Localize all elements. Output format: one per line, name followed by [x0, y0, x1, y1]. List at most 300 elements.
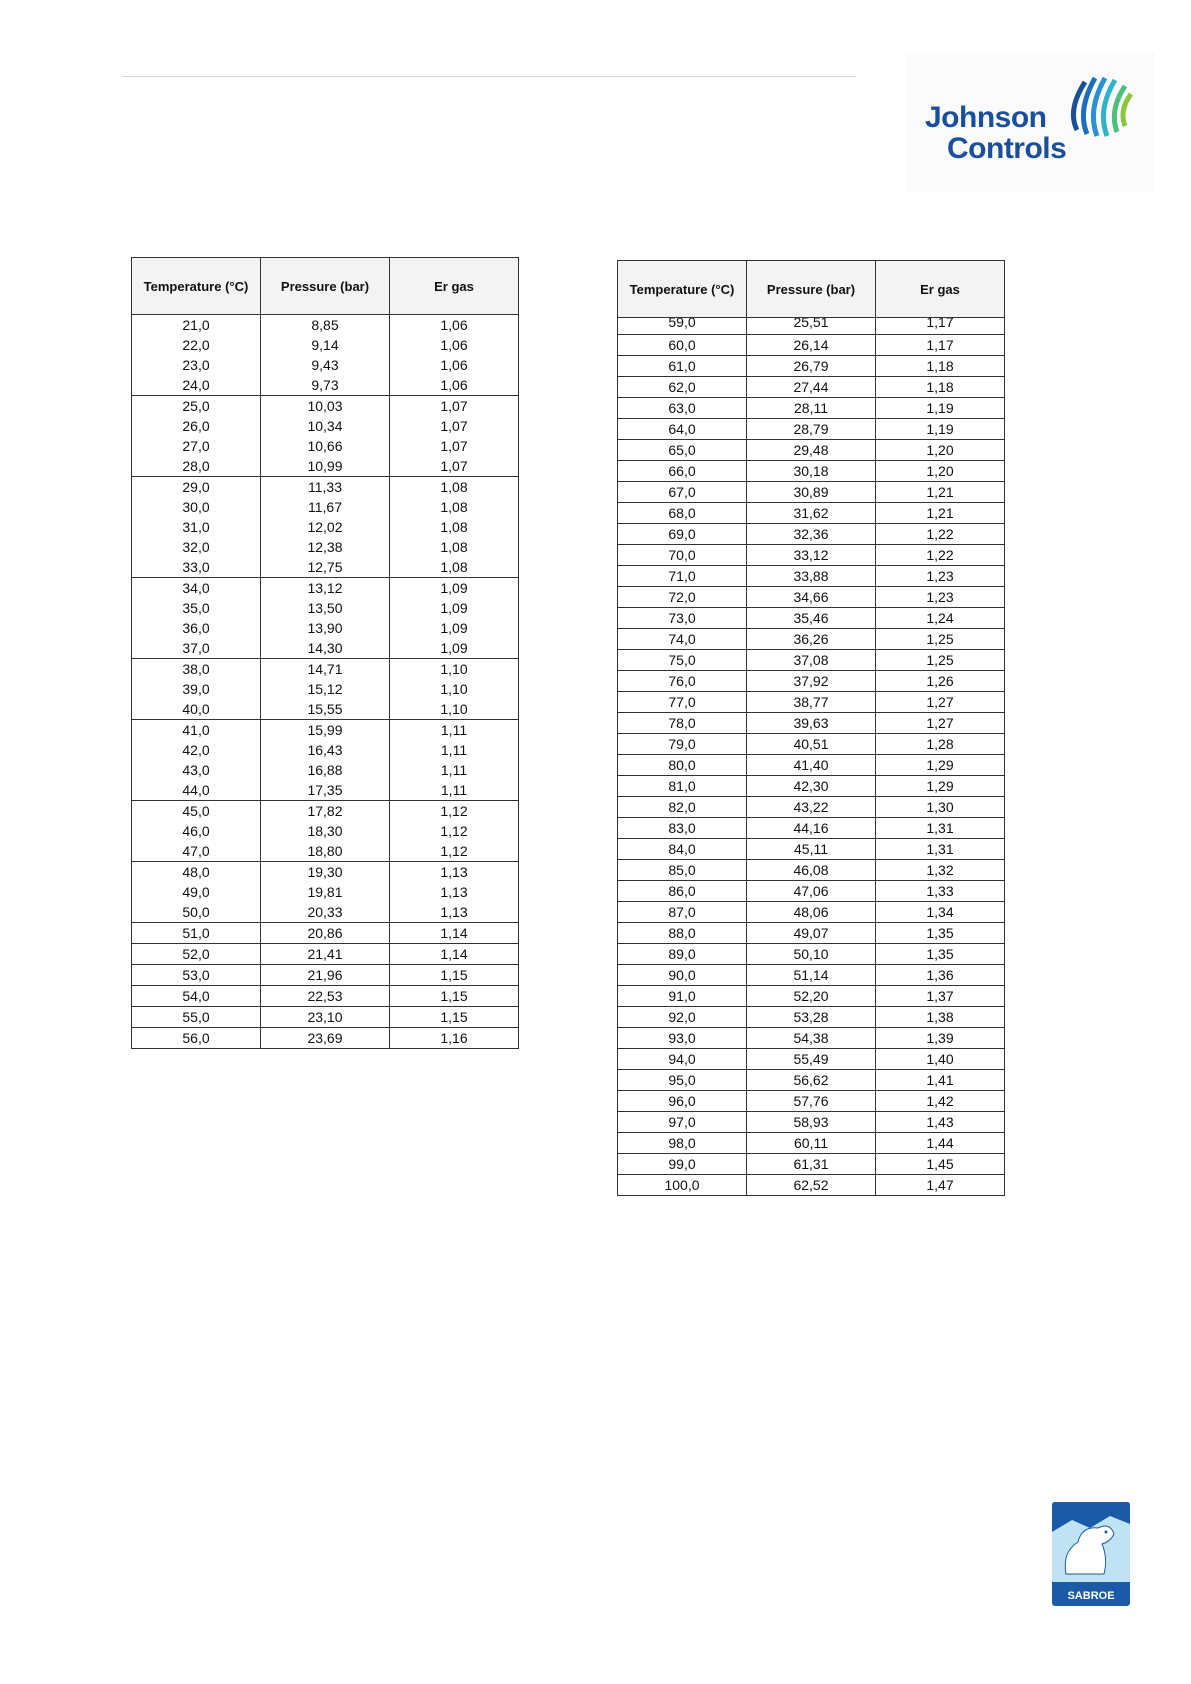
- cell-er-gas: 1,40: [876, 1049, 1005, 1070]
- table-row: [618, 398, 1005, 419]
- cell-temperature: 88,0: [618, 923, 747, 944]
- cell-pressure: 38,77: [747, 692, 876, 713]
- table-row: [132, 537, 519, 557]
- table-row: [618, 839, 1005, 860]
- table-row: [618, 944, 1005, 965]
- cell-pressure: 43,22: [747, 797, 876, 818]
- table-row: [132, 1028, 519, 1049]
- cell-pressure: 13,90: [261, 618, 390, 638]
- table-row: [618, 986, 1005, 1007]
- cell-er-gas: 1,33: [876, 881, 1005, 902]
- cell-temperature: 90,0: [618, 965, 747, 986]
- pressure-table-left: [131, 257, 519, 1049]
- cell-er-gas: 1,28: [876, 734, 1005, 755]
- table-row: [132, 780, 519, 801]
- cell-temperature: 30,0: [132, 497, 261, 517]
- cell-er-gas: 1,15: [390, 965, 519, 986]
- header-rule: [122, 76, 856, 77]
- cell-pressure: 21,41: [261, 944, 390, 965]
- cell-er-gas: 1,31: [876, 839, 1005, 860]
- cell-temperature: 49,0: [132, 882, 261, 902]
- cell-temperature: 71,0: [618, 566, 747, 587]
- cell-pressure: 42,30: [747, 776, 876, 797]
- cell-temperature: 39,0: [132, 679, 261, 699]
- cell-pressure: 53,28: [747, 1007, 876, 1028]
- table-row: [132, 720, 519, 741]
- johnson-controls-logo: [905, 52, 1155, 192]
- cell-pressure: 60,11: [747, 1133, 876, 1154]
- table-row: [132, 659, 519, 680]
- cell-er-gas: 1,26: [876, 671, 1005, 692]
- cell-pressure: 62,52: [747, 1175, 876, 1196]
- cell-er-gas: 1,41: [876, 1070, 1005, 1091]
- cell-temperature: 85,0: [618, 860, 747, 881]
- cell-pressure: 52,20: [747, 986, 876, 1007]
- cell-pressure: 30,18: [747, 461, 876, 482]
- cell-temperature: 73,0: [618, 608, 747, 629]
- cell-temperature: 22,0: [132, 335, 261, 355]
- cell-pressure: 26,14: [747, 335, 876, 356]
- cell-temperature: 83,0: [618, 818, 747, 839]
- cell-pressure: 39,63: [747, 713, 876, 734]
- cell-temperature: 34,0: [132, 578, 261, 599]
- cell-temperature: 98,0: [618, 1133, 747, 1154]
- cell-pressure: 30,89: [747, 482, 876, 503]
- cell-pressure: [747, 318, 876, 335]
- cell-er-gas: 1,43: [876, 1112, 1005, 1133]
- cell-er-gas: 1,12: [390, 801, 519, 822]
- cell-temperature: 47,0: [132, 841, 261, 862]
- table-row: [132, 638, 519, 659]
- cell-er-gas: 1,45: [876, 1154, 1005, 1175]
- table-row: [618, 797, 1005, 818]
- cell-text: 59,0: [668, 317, 696, 330]
- table-row: [132, 801, 519, 822]
- cell-temperature: 82,0: [618, 797, 747, 818]
- table-row: [618, 419, 1005, 440]
- cell-er-gas: 1,09: [390, 598, 519, 618]
- cell-temperature: 75,0: [618, 650, 747, 671]
- table-row: [132, 396, 519, 417]
- cell-pressure: 58,93: [747, 1112, 876, 1133]
- cell-er-gas: 1,16: [390, 1028, 519, 1049]
- cell-pressure: 36,26: [747, 629, 876, 650]
- cell-er-gas: 1,11: [390, 740, 519, 760]
- table-row: [132, 375, 519, 396]
- cell-temperature: 38,0: [132, 659, 261, 680]
- table-row: [132, 436, 519, 456]
- header-pressure: Pressure (bar): [261, 258, 390, 315]
- cell-pressure: 55,49: [747, 1049, 876, 1070]
- table-row: [132, 923, 519, 944]
- table-row: [132, 497, 519, 517]
- cell-temperature: 40,0: [132, 699, 261, 720]
- cell-pressure: 20,33: [261, 902, 390, 923]
- cell-temperature: 35,0: [132, 598, 261, 618]
- cell-pressure: 14,71: [261, 659, 390, 680]
- cell-er-gas: 1,11: [390, 760, 519, 780]
- cell-temperature: 21,0: [132, 315, 261, 336]
- cell-pressure: 9,73: [261, 375, 390, 396]
- cell-temperature: 89,0: [618, 944, 747, 965]
- cell-pressure: 10,34: [261, 416, 390, 436]
- header-er-gas: Er gas: [390, 258, 519, 315]
- cell-er-gas: 1,34: [876, 902, 1005, 923]
- cell-temperature: 87,0: [618, 902, 747, 923]
- cell-temperature: 69,0: [618, 524, 747, 545]
- cell-er-gas: 1,23: [876, 587, 1005, 608]
- table-row: [132, 740, 519, 760]
- cell-er-gas: 1,21: [876, 482, 1005, 503]
- cell-er-gas: 1,08: [390, 477, 519, 498]
- cell-er-gas: 1,22: [876, 524, 1005, 545]
- cell-pressure: 23,10: [261, 1007, 390, 1028]
- table-row: [132, 699, 519, 720]
- cell-er-gas: 1,08: [390, 497, 519, 517]
- header-temperature: Temperature (°C): [132, 258, 261, 315]
- cell-pressure: 18,30: [261, 821, 390, 841]
- cell-temperature: 37,0: [132, 638, 261, 659]
- table-row: [618, 1007, 1005, 1028]
- cell-temperature: 100,0: [618, 1175, 747, 1196]
- cell-temperature: 56,0: [132, 1028, 261, 1049]
- cell-text: 1,17: [926, 317, 954, 330]
- table-row: [618, 1091, 1005, 1112]
- cell-pressure: 18,80: [261, 841, 390, 862]
- table-row: [618, 755, 1005, 776]
- cell-pressure: 47,06: [747, 881, 876, 902]
- cell-pressure: 22,53: [261, 986, 390, 1007]
- table-row: [132, 965, 519, 986]
- table-row: [618, 1112, 1005, 1133]
- table-row: [132, 598, 519, 618]
- cell-er-gas: 1,18: [876, 377, 1005, 398]
- cell-pressure: 35,46: [747, 608, 876, 629]
- table-row: [618, 482, 1005, 503]
- cell-er-gas: 1,07: [390, 436, 519, 456]
- cell-temperature: 61,0: [618, 356, 747, 377]
- cell-er-gas: 1,39: [876, 1028, 1005, 1049]
- table-row: [132, 841, 519, 862]
- cell-temperature: 29,0: [132, 477, 261, 498]
- table-row: [618, 524, 1005, 545]
- cell-er-gas: 1,08: [390, 517, 519, 537]
- cell-er-gas: 1,08: [390, 537, 519, 557]
- cell-er-gas: 1,37: [876, 986, 1005, 1007]
- table-row: [132, 578, 519, 599]
- cell-pressure: 37,08: [747, 650, 876, 671]
- table-row: [132, 944, 519, 965]
- cell-er-gas: 1,13: [390, 862, 519, 883]
- table-row: [618, 629, 1005, 650]
- cell-er-gas: 1,20: [876, 440, 1005, 461]
- cell-er-gas: 1,15: [390, 986, 519, 1007]
- cell-temperature: 96,0: [618, 1091, 747, 1112]
- cell-pressure: 33,12: [747, 545, 876, 566]
- cell-er-gas: 1,12: [390, 841, 519, 862]
- cell-er-gas: 1,12: [390, 821, 519, 841]
- cell-pressure: 33,88: [747, 566, 876, 587]
- cell-pressure: 15,12: [261, 679, 390, 699]
- cell-er-gas: 1,22: [876, 545, 1005, 566]
- table-row: [618, 377, 1005, 398]
- cell-pressure: 57,76: [747, 1091, 876, 1112]
- cell-temperature: 28,0: [132, 456, 261, 477]
- cell-pressure: 54,38: [747, 1028, 876, 1049]
- cell-pressure: 10,03: [261, 396, 390, 417]
- table-row: [618, 1154, 1005, 1175]
- cell-er-gas: 1,06: [390, 355, 519, 375]
- cell-temperature: 86,0: [618, 881, 747, 902]
- cell-er-gas: 1,09: [390, 618, 519, 638]
- cell-er-gas: 1,11: [390, 780, 519, 801]
- cell-temperature: 60,0: [618, 335, 747, 356]
- logo-wordmark: Johnson Controls: [925, 101, 1067, 165]
- cell-pressure: 19,30: [261, 862, 390, 883]
- table-row: [618, 692, 1005, 713]
- table-row: [618, 587, 1005, 608]
- cell-er-gas: 1,20: [876, 461, 1005, 482]
- cell-er-gas: 1,14: [390, 923, 519, 944]
- cell-temperature: 55,0: [132, 1007, 261, 1028]
- table-row: [132, 862, 519, 883]
- cell-temperature: 78,0: [618, 713, 747, 734]
- cell-temperature: 48,0: [132, 862, 261, 883]
- table-row: [132, 618, 519, 638]
- cell-temperature: 44,0: [132, 780, 261, 801]
- cell-pressure: 29,48: [747, 440, 876, 461]
- header-temperature: Temperature (°C): [618, 261, 747, 318]
- table-row: [618, 1049, 1005, 1070]
- cell-temperature: 81,0: [618, 776, 747, 797]
- cell-temperature: 92,0: [618, 1007, 747, 1028]
- table-row: [132, 679, 519, 699]
- cell-er-gas: 1,19: [876, 419, 1005, 440]
- cell-er-gas: 1,17: [876, 335, 1005, 356]
- cell-temperature: 54,0: [132, 986, 261, 1007]
- polar-bear-icon: [1052, 1502, 1130, 1582]
- cell-pressure: 49,07: [747, 923, 876, 944]
- cell-pressure: 12,02: [261, 517, 390, 537]
- cell-temperature: 42,0: [132, 740, 261, 760]
- cell-er-gas: 1,13: [390, 882, 519, 902]
- cell-pressure: 17,35: [261, 780, 390, 801]
- cell-temperature: 94,0: [618, 1049, 747, 1070]
- cell-pressure: 10,66: [261, 436, 390, 456]
- cell-er-gas: 1,30: [876, 797, 1005, 818]
- table-row: [618, 1133, 1005, 1154]
- cell-pressure: 45,11: [747, 839, 876, 860]
- table-row: [618, 461, 1005, 482]
- cell-pressure: 11,67: [261, 497, 390, 517]
- cell-er-gas: 1,23: [876, 566, 1005, 587]
- table-row: [618, 650, 1005, 671]
- cell-pressure: 56,62: [747, 1070, 876, 1091]
- cell-er-gas: 1,29: [876, 755, 1005, 776]
- cell-pressure: 10,99: [261, 456, 390, 477]
- sabroe-label: SABROE: [1067, 1590, 1115, 1602]
- cell-er-gas: 1,29: [876, 776, 1005, 797]
- cell-temperature: 45,0: [132, 801, 261, 822]
- cell-pressure: 28,11: [747, 398, 876, 419]
- cell-er-gas: 1,25: [876, 650, 1005, 671]
- cell-temperature: 97,0: [618, 1112, 747, 1133]
- table-header-row: [618, 261, 1005, 318]
- table-row: [618, 608, 1005, 629]
- cell-er-gas: 1,06: [390, 335, 519, 355]
- cell-er-gas: 1,07: [390, 396, 519, 417]
- cell-pressure: 16,43: [261, 740, 390, 760]
- cell-temperature: 70,0: [618, 545, 747, 566]
- cell-pressure: 48,06: [747, 902, 876, 923]
- cell-pressure: 15,99: [261, 720, 390, 741]
- table-row: [618, 503, 1005, 524]
- cell-pressure: 17,82: [261, 801, 390, 822]
- cell-er-gas: 1,32: [876, 860, 1005, 881]
- cell-text: 25,51: [793, 317, 829, 330]
- table-header-row: [132, 258, 519, 315]
- cell-pressure: 13,12: [261, 578, 390, 599]
- cell-temperature: 23,0: [132, 355, 261, 375]
- cell-er-gas: 1,19: [876, 398, 1005, 419]
- cell-temperature: 64,0: [618, 419, 747, 440]
- cell-er-gas: 1,38: [876, 1007, 1005, 1028]
- cell-pressure: 44,16: [747, 818, 876, 839]
- cell-pressure: 34,66: [747, 587, 876, 608]
- cell-pressure: 16,88: [261, 760, 390, 780]
- cell-temperature: 65,0: [618, 440, 747, 461]
- table-row: [132, 416, 519, 436]
- cell-temperature: 80,0: [618, 755, 747, 776]
- cell-er-gas: 1,10: [390, 699, 519, 720]
- cell-er-gas: 1,18: [876, 356, 1005, 377]
- table-row: [618, 902, 1005, 923]
- cell-temperature: 76,0: [618, 671, 747, 692]
- cell-temperature: 67,0: [618, 482, 747, 503]
- cell-er-gas: 1,09: [390, 638, 519, 659]
- table-row: [132, 477, 519, 498]
- cell-temperature: 26,0: [132, 416, 261, 436]
- table-row: [618, 1070, 1005, 1091]
- cell-temperature: 79,0: [618, 734, 747, 755]
- cell-temperature: 33,0: [132, 557, 261, 578]
- cell-pressure: 50,10: [747, 944, 876, 965]
- cell-er-gas: 1,10: [390, 659, 519, 680]
- cell-er-gas: 1,21: [876, 503, 1005, 524]
- cell-pressure: 15,55: [261, 699, 390, 720]
- table-row: [618, 545, 1005, 566]
- cell-er-gas: [876, 318, 1005, 335]
- cell-er-gas: 1,14: [390, 944, 519, 965]
- cell-temperature: 68,0: [618, 503, 747, 524]
- pressure-table-right: [617, 260, 1005, 1196]
- cell-pressure: 26,79: [747, 356, 876, 377]
- table-row: [132, 902, 519, 923]
- cell-temperature: 99,0: [618, 1154, 747, 1175]
- cell-er-gas: 1,06: [390, 315, 519, 336]
- cell-pressure: 20,86: [261, 923, 390, 944]
- cell-temperature: 43,0: [132, 760, 261, 780]
- table-row: [618, 1028, 1005, 1049]
- cell-er-gas: 1,35: [876, 923, 1005, 944]
- cell-er-gas: 1,24: [876, 608, 1005, 629]
- cell-pressure: 13,50: [261, 598, 390, 618]
- cell-temperature: 32,0: [132, 537, 261, 557]
- cell-temperature: 41,0: [132, 720, 261, 741]
- table-row: [132, 1007, 519, 1028]
- table-row: [618, 335, 1005, 356]
- cell-temperature: [618, 318, 747, 335]
- cell-er-gas: 1,27: [876, 713, 1005, 734]
- cell-temperature: 74,0: [618, 629, 747, 650]
- cell-temperature: 66,0: [618, 461, 747, 482]
- cell-er-gas: 1,44: [876, 1133, 1005, 1154]
- table-row: [618, 318, 1005, 335]
- table-row: [132, 456, 519, 477]
- cell-pressure: 21,96: [261, 965, 390, 986]
- cell-pressure: 32,36: [747, 524, 876, 545]
- cell-pressure: 27,44: [747, 377, 876, 398]
- cell-temperature: 77,0: [618, 692, 747, 713]
- table-row: [618, 1175, 1005, 1196]
- table-row: [618, 818, 1005, 839]
- cell-pressure: 9,43: [261, 355, 390, 375]
- cell-er-gas: 1,42: [876, 1091, 1005, 1112]
- cell-pressure: 11,33: [261, 477, 390, 498]
- cell-temperature: 24,0: [132, 375, 261, 396]
- cell-er-gas: 1,25: [876, 629, 1005, 650]
- cell-er-gas: 1,07: [390, 416, 519, 436]
- cell-temperature: 62,0: [618, 377, 747, 398]
- cell-er-gas: 1,13: [390, 902, 519, 923]
- cell-temperature: 25,0: [132, 396, 261, 417]
- cell-er-gas: 1,31: [876, 818, 1005, 839]
- table-row: [132, 315, 519, 336]
- cell-pressure: 8,85: [261, 315, 390, 336]
- cell-er-gas: 1,07: [390, 456, 519, 477]
- table-row: [132, 517, 519, 537]
- cell-pressure: 46,08: [747, 860, 876, 881]
- table-row: [618, 860, 1005, 881]
- cell-pressure: 9,14: [261, 335, 390, 355]
- table-row: [618, 923, 1005, 944]
- cell-er-gas: 1,27: [876, 692, 1005, 713]
- table-row: [132, 355, 519, 375]
- swirl-icon: [1065, 70, 1135, 160]
- cell-temperature: 63,0: [618, 398, 747, 419]
- table-row: [618, 734, 1005, 755]
- table-row: [618, 356, 1005, 377]
- cell-temperature: 50,0: [132, 902, 261, 923]
- cell-er-gas: 1,15: [390, 1007, 519, 1028]
- cell-pressure: 37,92: [747, 671, 876, 692]
- table-row: [618, 881, 1005, 902]
- table-row: [618, 776, 1005, 797]
- cell-pressure: 23,69: [261, 1028, 390, 1049]
- cell-pressure: 31,62: [747, 503, 876, 524]
- cell-er-gas: 1,11: [390, 720, 519, 741]
- cell-temperature: 93,0: [618, 1028, 747, 1049]
- header-pressure: Pressure (bar): [747, 261, 876, 318]
- cell-pressure: 40,51: [747, 734, 876, 755]
- table-row: [618, 713, 1005, 734]
- cell-pressure: 41,40: [747, 755, 876, 776]
- cell-er-gas: 1,35: [876, 944, 1005, 965]
- cell-temperature: 51,0: [132, 923, 261, 944]
- cell-temperature: 95,0: [618, 1070, 747, 1091]
- cell-temperature: 27,0: [132, 436, 261, 456]
- cell-temperature: 46,0: [132, 821, 261, 841]
